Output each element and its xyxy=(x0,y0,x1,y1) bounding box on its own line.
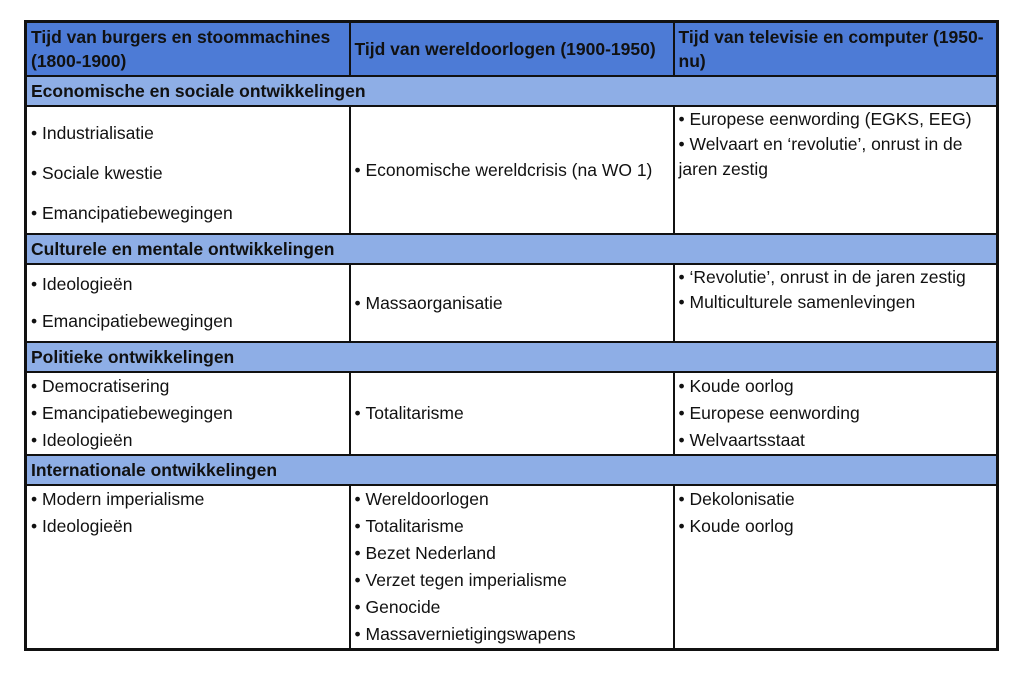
list-item: • Ideologieën xyxy=(31,271,345,298)
list-item: • Multiculturele samenlevingen xyxy=(679,290,993,315)
list-item: • Industrialisatie xyxy=(31,120,345,147)
list-item: • Massaorganisatie xyxy=(355,290,669,317)
item-list xyxy=(679,486,993,540)
item-list xyxy=(355,157,669,184)
cell-era-1 xyxy=(26,264,350,342)
list-item: • Ideologieën xyxy=(31,513,345,540)
content-row-cultureel xyxy=(26,264,998,342)
item-list xyxy=(355,290,669,317)
list-item: • Emancipatiebewegingen xyxy=(31,200,345,227)
list-item: • Dekolonisatie xyxy=(679,486,993,513)
section-row-internationaal xyxy=(26,455,998,485)
section-row-politiek xyxy=(26,342,998,372)
list-item: • Economische wereldcrisis (na WO 1) xyxy=(355,157,669,184)
cell-era-3 xyxy=(674,106,998,234)
list-item: • Bezet Nederland xyxy=(355,540,669,567)
header-era-3: Tijd van televisie en computer (1950-nu) xyxy=(674,22,998,77)
list-item: • Koude oorlog xyxy=(679,513,993,540)
section-title: Culturele en mentale ontwikkelingen xyxy=(26,234,998,264)
content-row-politiek xyxy=(26,372,998,455)
content-row-economisch xyxy=(26,106,998,234)
content-row-internationaal xyxy=(26,485,998,650)
list-item: • Europese eenwording xyxy=(679,400,993,427)
list-item: • Europese eenwording (EGKS, EEG) xyxy=(679,107,993,132)
list-item: • Democratisering xyxy=(31,373,345,400)
section-title: Economische en sociale ontwikkelingen xyxy=(26,76,998,106)
cell-era-2 xyxy=(350,264,674,342)
list-item: • Verzet tegen imperialisme xyxy=(355,567,669,594)
list-item: • Genocide xyxy=(355,594,669,621)
list-item: • ‘Revolutie’, onrust in de jaren zestig xyxy=(679,265,993,290)
item-list xyxy=(679,107,993,182)
item-list xyxy=(31,486,345,540)
list-item: • Totalitarisme xyxy=(355,400,669,427)
item-list xyxy=(31,271,345,335)
list-item: • Emancipatiebewegingen xyxy=(31,400,345,427)
list-item: • Wereldoorlogen xyxy=(355,486,669,513)
cell-era-3 xyxy=(674,485,998,650)
cell-era-3 xyxy=(674,372,998,455)
list-item: • Koude oorlog xyxy=(679,373,993,400)
list-item: • Welvaartsstaat xyxy=(679,427,993,454)
item-list xyxy=(31,373,345,454)
cell-era-1 xyxy=(26,106,350,234)
cell-era-2 xyxy=(350,106,674,234)
header-row xyxy=(26,22,998,77)
item-list xyxy=(355,400,669,427)
item-list xyxy=(679,373,993,454)
item-list xyxy=(31,120,345,227)
item-list xyxy=(679,265,993,315)
cell-era-3 xyxy=(674,264,998,342)
cell-era-1 xyxy=(26,372,350,455)
list-item: • Welvaart en ‘revolutie’, onrust in de jaren zestig xyxy=(679,132,993,182)
section-title: Politieke ontwikkelingen xyxy=(26,342,998,372)
list-item: • Modern imperialisme xyxy=(31,486,345,513)
list-item: • Emancipatiebewegingen xyxy=(31,308,345,335)
list-item: • Sociale kwestie xyxy=(31,160,345,187)
section-row-cultureel xyxy=(26,234,998,264)
header-era-1: Tijd van burgers en stoommachines (1800-1900) xyxy=(26,22,350,77)
cell-era-2 xyxy=(350,485,674,650)
section-row-economisch xyxy=(26,76,998,106)
section-title: Internationale ontwikkelingen xyxy=(26,455,998,485)
cell-era-1 xyxy=(26,485,350,650)
header-era-2: Tijd van wereldoorlogen (1900-1950) xyxy=(350,22,674,77)
list-item: • Ideologieën xyxy=(31,427,345,454)
cell-era-2 xyxy=(350,372,674,455)
item-list xyxy=(355,486,669,648)
list-item: • Totalitarisme xyxy=(355,513,669,540)
list-item: • Massavernietigingswapens xyxy=(355,621,669,648)
history-table xyxy=(24,20,999,651)
